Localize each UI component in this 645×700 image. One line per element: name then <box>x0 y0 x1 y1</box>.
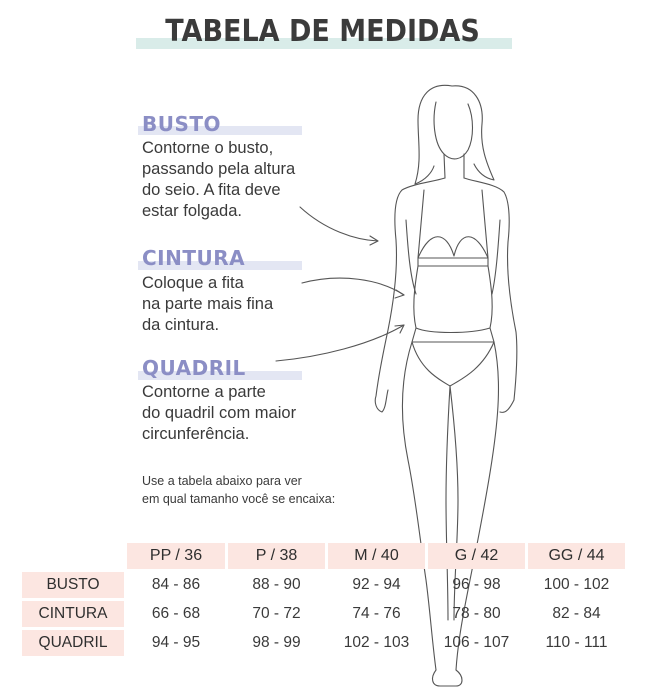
table-cell: 98 - 99 <box>252 634 301 651</box>
row-label-quadril: QUADRIL <box>22 630 124 656</box>
header-g: G / 42 <box>428 543 525 569</box>
table-cell: 94 - 95 <box>151 634 201 651</box>
header-pp: PP / 36 <box>127 543 225 569</box>
table-cell: 84 - 86 <box>151 576 201 593</box>
table-cell: 110 - 111 <box>545 634 608 651</box>
quadril-instructions: Contorne a parte do quadril com maior circunferência. <box>142 383 297 443</box>
table-cell: 66 - 68 <box>151 605 201 622</box>
size-table-hint: Use a tabela abaixo para ver em qual tamanho você se encaixa: <box>142 474 336 506</box>
cintura-instructions: Coloque a fita na parte mais fina da cintura. <box>142 274 274 334</box>
header-gg: GG / 44 <box>528 543 625 569</box>
header-p: P / 38 <box>228 543 325 569</box>
table-cell: 96 - 98 <box>452 576 501 593</box>
table-cell: 78 - 80 <box>452 605 501 622</box>
table-cell: 100 - 102 <box>543 576 610 593</box>
table-cell: 102 - 103 <box>343 634 410 651</box>
header-m: M / 40 <box>328 543 425 569</box>
table-cell: 106 - 107 <box>443 634 510 651</box>
table-cell: 82 - 84 <box>552 605 601 622</box>
busto-title: BUSTO <box>142 112 222 136</box>
row-label-cintura: CINTURA <box>22 601 124 627</box>
table-cell: 88 - 90 <box>252 576 301 593</box>
quadril-title: QUADRIL <box>142 356 246 380</box>
row-label-busto: BUSTO <box>22 572 124 598</box>
body-figure-illustration <box>360 80 520 692</box>
table-cell: 70 - 72 <box>252 605 301 622</box>
table-cell: 92 - 94 <box>352 576 401 593</box>
busto-instructions: Contorne o busto, passando pela altura do seio. A fita deve estar folgada. <box>142 139 296 220</box>
page-title: TABELA DE MEDIDAS <box>165 14 480 49</box>
table-cell: 74 - 76 <box>352 605 401 622</box>
cintura-title: CINTURA <box>142 246 246 270</box>
